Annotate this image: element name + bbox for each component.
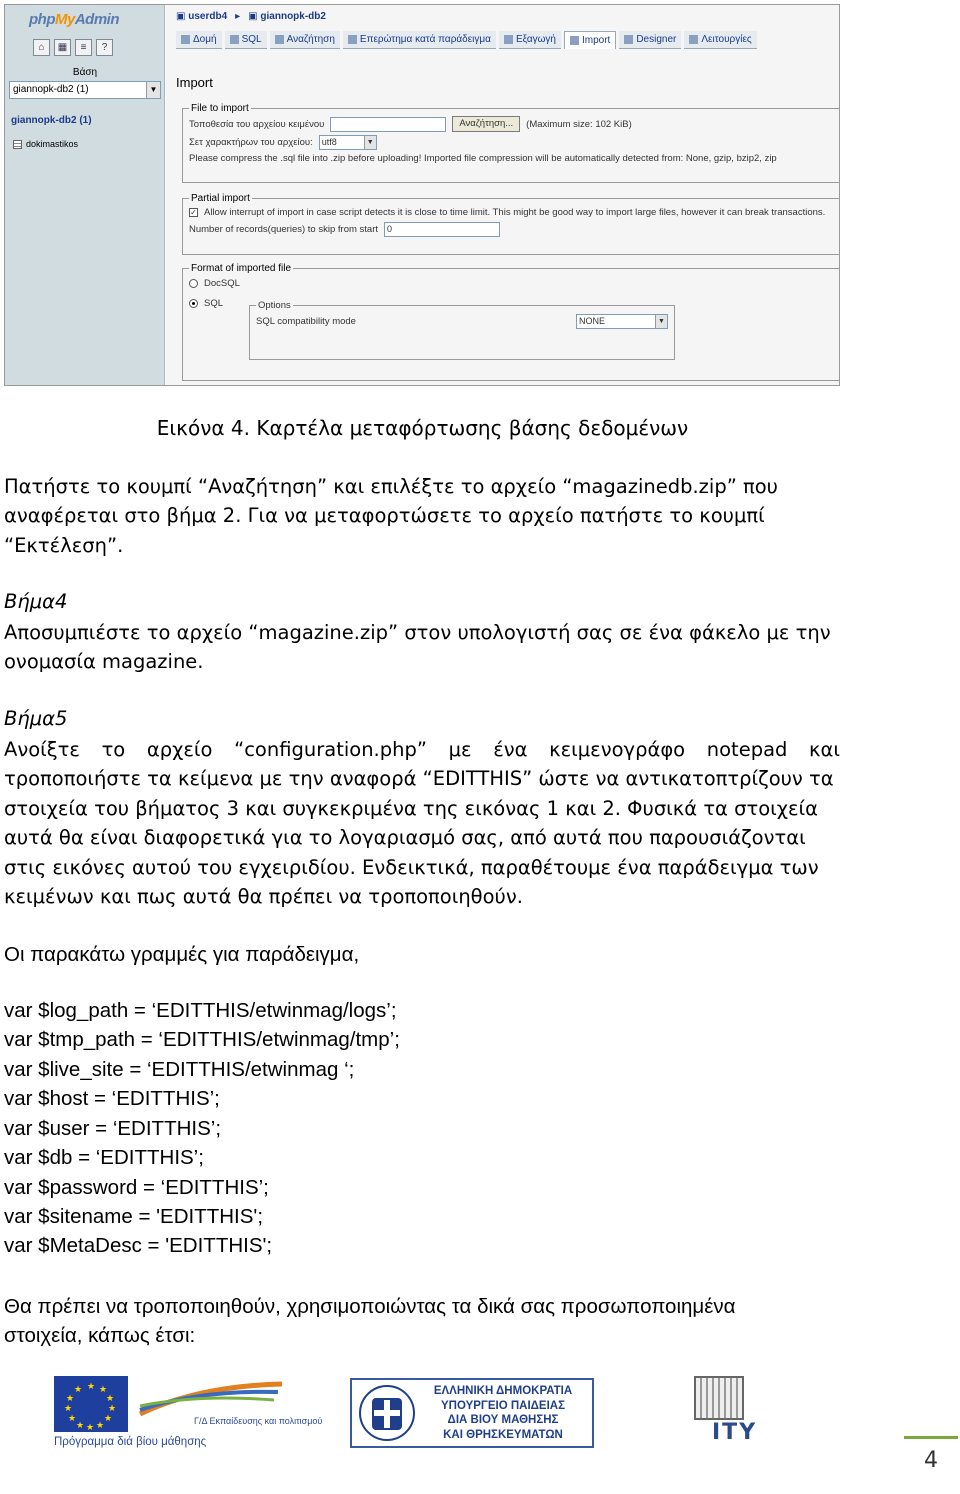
greek-ministry-logo [350, 1378, 594, 1448]
charset-label: Σετ χαρακτήρων του αρχείου: [189, 137, 313, 148]
sidebar-table-item[interactable]: dokimastikos [13, 139, 78, 149]
code-line: var $live_site = ‘EDITTHIS/etwinmag ‘; [4, 1058, 355, 1081]
charset-select[interactable]: utf8 ▼ [319, 135, 377, 150]
code-line: var $user = ‘EDITTHIS’; [4, 1117, 222, 1140]
paragraph-step4: Αποσυμπιέστε το αρχείο “magazine.zip” στον υπολογιστή σας σε ένα φάκελο με την ονομασία magazine. [4, 621, 831, 674]
import-screenshot [4, 4, 840, 386]
compat-label: SQL compatibility mode [256, 315, 356, 327]
eu-flag-icon: ★ ★ ★ ★ ★ ★ ★ ★ ★ ★ ★ ★ [54, 1376, 128, 1432]
pma-main [166, 5, 839, 385]
table-icon [13, 140, 22, 149]
breadcrumb: ▣ userdb4 ▸ ▣ giannopk-db2 [176, 11, 326, 22]
tab-structure[interactable]: Δομή [176, 31, 222, 49]
greek-emblem-icon [358, 1384, 416, 1442]
eu-programme-text: Πρόγραμμα διά βίου μάθησης [54, 1436, 207, 1448]
tab-export[interactable]: Εξαγωγή [499, 31, 561, 49]
sidebar-db-link[interactable]: giannopk-db2 (1) [11, 115, 92, 126]
eu-lifelong-learning-logo [54, 1376, 323, 1452]
step4-heading: Βήμα4 [4, 590, 68, 613]
phpmyadmin-logo[interactable]: phpMyAdmin [29, 11, 120, 28]
tab-import[interactable]: Import [564, 31, 616, 49]
export-icon [504, 35, 513, 44]
chevron-down-icon[interactable]: ▼ [146, 82, 160, 98]
sql-label: SQL [204, 297, 224, 309]
allow-interrupt-label: Allow interrupt of import in case script detects it is close to time limit. This might be good way to import large files, however it can break transactions. [204, 207, 826, 218]
tab-search[interactable]: Αναζήτηση [270, 31, 340, 49]
sql-icon[interactable]: ≡ [75, 39, 92, 56]
file-to-import-fieldset: File to import Τοποθεσία του αρχείου κειμένου Αναζήτηση... (Maximum size: 102 KiB) Σετ χαρακτήρων του αρχείου: utf8 ▼ Please compress the .sql file into .zip before uploading! Imported file compression will be automatically detected from: None, gzip, bzip2, zip [182, 103, 840, 183]
docsql-label: DocSQL [204, 277, 240, 289]
closing-paragraph: Θα πρέπει να τροποποιηθούν, χρησιμοποιώντας τα δικά σας προσωποποιημένα στοιχεία, κάπως έτσι: [4, 1295, 736, 1348]
search-icon [275, 35, 284, 44]
db-label: Βάση [72, 67, 98, 78]
code-line: var $tmp_path = ‘EDITTHIS/etwinmag/tmp’; [4, 1028, 400, 1051]
tab-bar [176, 31, 757, 49]
home-icon[interactable]: ⌂ [33, 39, 50, 56]
code-line: var $log_path = ‘EDITTHIS/etwinmag/logs’; [4, 999, 397, 1022]
breadcrumb-db[interactable]: ▣ giannopk-db2 [248, 11, 326, 22]
partial-import-fieldset: Partial import ✓ Allow interrupt of import in case script detects it is close to time limit. This might be good way to import large files, however it can break transactions. Number of records(queries) to skip from start 0 [182, 193, 840, 255]
operations-icon [689, 35, 698, 44]
paragraph-browse: Πατήστε το κουμπί “Αναζήτηση” και επιλέξτε το αρχείο “magazinedb.zip” που αναφέρεται στο βήμα 2. Για να μεταφορτώσετε το αρχείο πατήστε το κουμπί “Εκτέλεση”. [4, 475, 778, 557]
code-line: var $MetaDesc = 'EDITTHIS'; [4, 1234, 273, 1257]
tab-designer[interactable]: Designer [619, 31, 681, 49]
browse-button[interactable]: Αναζήτηση... [452, 116, 520, 132]
chevron-down-icon[interactable]: ▼ [364, 136, 376, 149]
pma-sidebar [5, 5, 165, 385]
skip-label: Number of records(queries) to skip from start [189, 224, 379, 235]
tab-query[interactable]: Επερώτημα κατά παράδειγμα [343, 31, 496, 49]
structure-icon [181, 35, 190, 44]
ity-emblem-icon [694, 1376, 744, 1420]
sidebar-icon-bar [33, 39, 113, 56]
paragraph-step5: Ανοίξτε το αρχείο “configuration.php” με ένα κειμενογράφο notepad και τροποποιήστε τα κείμενα με την αναφορά “EDITTHIS” ώστε να αντικατοπτρίζουν τα στοιχεία του βήματος 3 και συγκεκριμένα της εικόνας 1 και 2. Φυσικά τα στοιχεία αυτά θα είναι διαφορετικά για το λογαριασμό σας, από αυτά που παρουσιάζονται στις εικόνες αυτού του εγχειριδίου. Ενδεικτικά, παραθέτουμε ένα παράδειγμα των κειμένων και πως αυτά θα πρέπει να τροποποιηθούν. [4, 738, 840, 909]
tab-operations[interactable]: Λειτουργίες [684, 31, 756, 49]
example-intro: Οι παρακάτω γραμμές για παράδειγμα, [4, 943, 360, 966]
sql-icon [230, 35, 239, 44]
allow-interrupt-checkbox[interactable]: ✓ [190, 208, 197, 217]
format-fieldset: Format of imported file DocSQL SQL Options SQL compatibility mode NONE ▼ [182, 263, 840, 381]
max-size-note: (Maximum size: 102 KiB) [526, 118, 632, 130]
ity-wordmark: ITY [712, 1420, 758, 1445]
file-input[interactable] [330, 117, 446, 132]
code-line: var $password = ‘EDITTHIS’; [4, 1176, 269, 1199]
eu-dg-text: Γ/Δ Εκπαίδευσης και πολιτισμού [194, 1416, 323, 1426]
compress-note: Please compress the .sql file into .zip before uploading! Imported file compression will be automatically detected from: None, gzip, bzip2, zip [189, 152, 777, 164]
step5-heading: Βήμα5 [4, 707, 68, 730]
breadcrumb-server[interactable]: ▣ userdb4 [176, 11, 228, 22]
page-number: 4 [904, 1436, 958, 1486]
chevron-down-icon[interactable]: ▼ [655, 315, 667, 328]
skip-input[interactable]: 0 [384, 222, 500, 237]
file-location-label: Τοποθεσία του αρχείου κειμένου [189, 118, 325, 130]
greek-ministry-text: ΕΛΛΗΝΙΚΗ ΔΗΜΟΚΡΑΤΙΑ ΥΠΟΥΡΓΕΙΟ ΠΑΙΔΕΙΑΣ ΔΙΑ ΒΙΟΥ ΜΑΘΗΣΗΣ ΚΑΙ ΘΡΗΣΚΕΥΜΑΤΩΝ [433, 1385, 573, 1441]
code-line: var $sitename = 'EDITTHIS'; [4, 1205, 264, 1228]
docsql-radio[interactable] [189, 279, 198, 288]
designer-icon [624, 35, 633, 44]
import-icon [570, 36, 579, 45]
code-line: var $host = ‘EDITTHIS’; [4, 1087, 220, 1110]
compat-select[interactable]: NONE ▼ [576, 314, 668, 329]
page-title: Import [176, 75, 213, 90]
options-fieldset: Options SQL compatibility mode NONE ▼ [249, 300, 675, 360]
tab-sql[interactable]: SQL [225, 31, 267, 49]
ity-logo [690, 1376, 788, 1450]
eu-swoosh-icon [138, 1380, 284, 1416]
docs-icon[interactable]: ? [96, 39, 113, 56]
db-select[interactable]: giannopk-db2 (1) ▼ [9, 81, 161, 99]
figure-caption: Εικόνα 4. Καρτέλα μεταφόρτωσης βάσης δεδομένων [156, 416, 689, 440]
code-line: var $db = ‘EDITTHIS’; [4, 1146, 204, 1169]
query-icon [348, 35, 357, 44]
sql-radio[interactable] [189, 299, 198, 308]
query-window-icon[interactable]: ▦ [54, 39, 71, 56]
